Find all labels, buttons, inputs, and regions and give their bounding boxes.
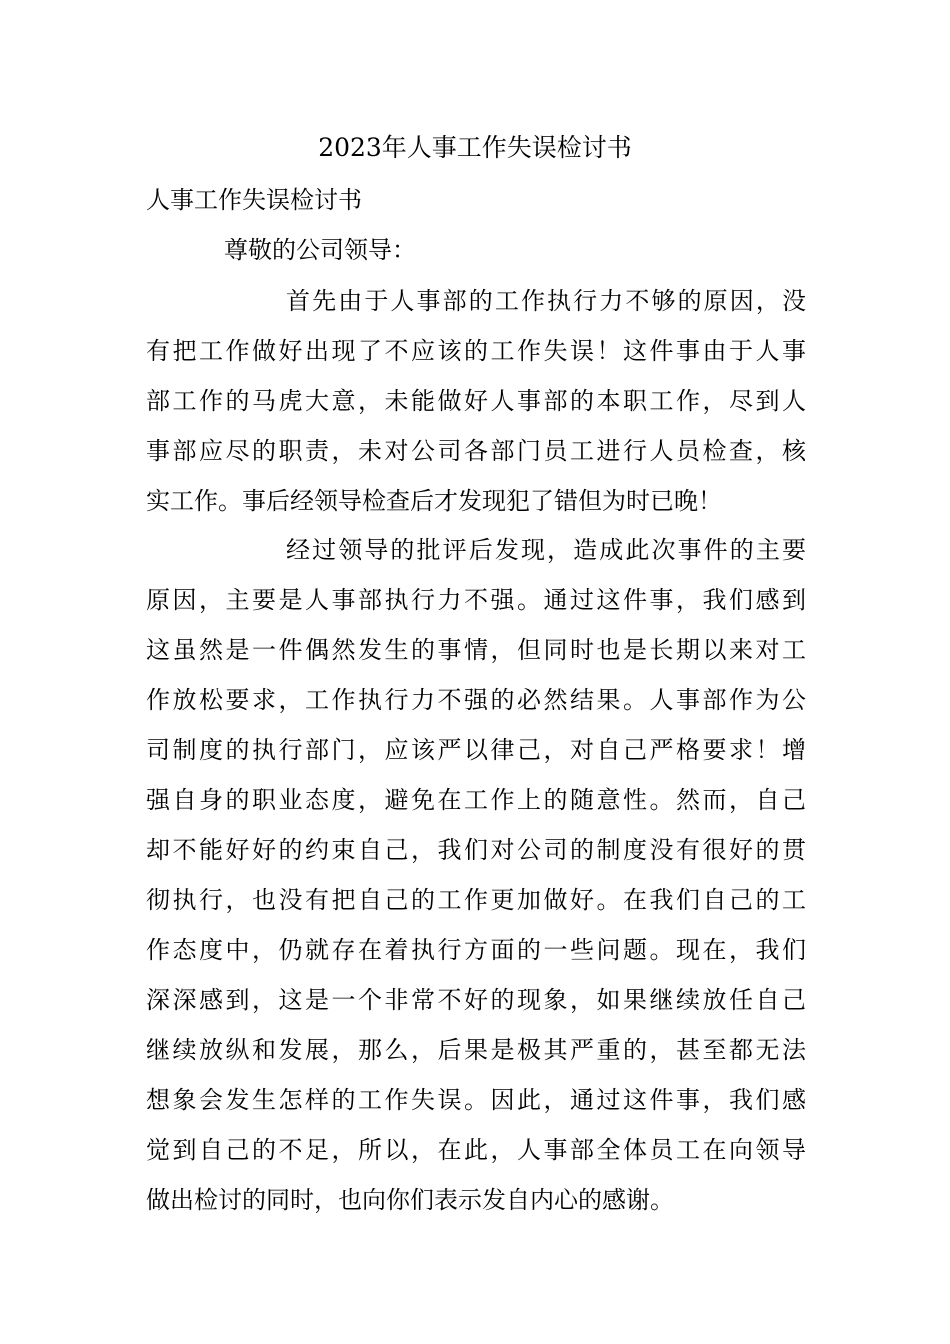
text-line: 作放松要求，工作执行力不强的必然结果。人事部作为公 (146, 686, 806, 714)
text-line: 强自身的职业态度，避免在工作上的随意性。然而，自己 (146, 786, 806, 814)
text-line: 作态度中，仍就存在着执行方面的一些问题。现在，我们 (146, 936, 806, 964)
text-line: 继续放纵和发展，那么，后果是极其严重的，甚至都无法 (146, 1036, 806, 1064)
text-line: 却不能好好的约束自己，我们对公司的制度没有很好的贯 (146, 836, 806, 864)
document-subtitle: 人事工作失误检讨书 (146, 186, 362, 214)
text-line: 部工作的马虎大意，未能做好人事部的本职工作，尽到人 (146, 387, 806, 415)
text-line: 经过领导的批评后发现，造成此次事件的主要 (286, 536, 806, 564)
text-line: 实工作。事后经领导检查后才发现犯了错但为时已晚！ (146, 487, 722, 515)
paragraph-2 (146, 525, 806, 1225)
text-line: 司制度的执行部门，应该严以律己，对自己严格要求！增 (146, 736, 806, 764)
text-line: 深深感到，这是一个非常不好的现象，如果继续放任自己 (146, 986, 806, 1014)
text-line: 做出检讨的同时，也向你们表示发自内心的感谢。 (146, 1186, 674, 1214)
document-title: 2023年人事工作失误检讨书 (318, 133, 632, 162)
text-line: 觉到自己的不足，所以，在此，人事部全体员工在向领导 (146, 1136, 806, 1164)
text-line: 彻执行，也没有把自己的工作更加做好。在我们自己的工 (146, 886, 806, 914)
text-line: 首先由于人事部的工作执行力不够的原因，没 (286, 287, 806, 315)
text-line: 这虽然是一件偶然发生的事情，但同时也是长期以来对工 (146, 636, 806, 664)
text-line: 有把工作做好出现了不应该的工作失误！这件事由于人事 (146, 337, 806, 365)
text-line: 想象会发生怎样的工作失误。因此，通过这件事，我们感 (146, 1086, 806, 1114)
salutation: 尊敬的公司领导： (224, 236, 416, 264)
text-line: 事部应尽的职责，未对公司各部门员工进行人员检查，核 (146, 437, 806, 465)
paragraph-1 (146, 276, 806, 526)
text-line: 原因，主要是人事部执行力不强。通过这件事，我们感到 (146, 586, 806, 614)
